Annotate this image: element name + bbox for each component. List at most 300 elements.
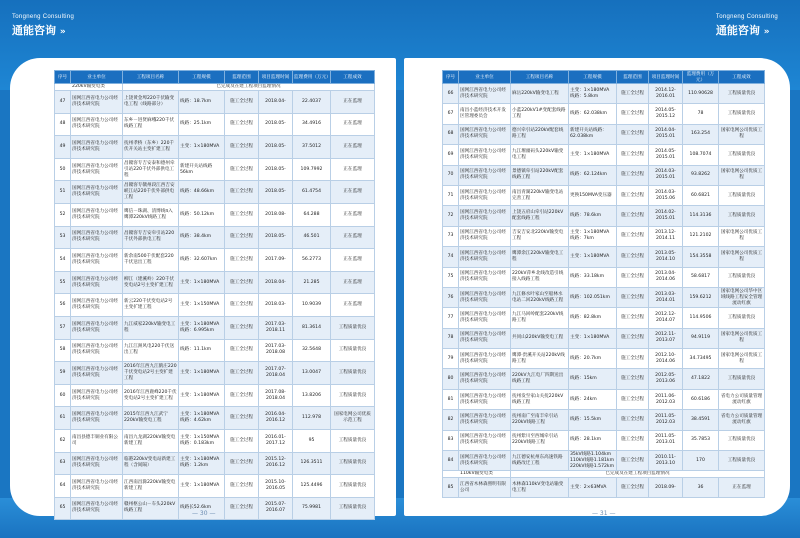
project-result-cell: 正在监理 (331, 226, 375, 249)
supervision-period-cell: 2012.05-2013.06 (649, 369, 683, 389)
table-row (443, 451, 765, 471)
supervision-period-cell: 2014.05-2015.12 (649, 104, 683, 124)
project-scale-cell: 线路：25.1km (179, 113, 225, 136)
supervision-fee-cell: 114.9506 (683, 308, 719, 328)
header-cell: 业主单位 (459, 71, 511, 84)
row-number-cell: 55 (55, 271, 71, 294)
table-row (55, 384, 375, 407)
supervision-scope-cell: 施工全过程 (225, 113, 259, 136)
project-result-cell: 正在监理 (331, 136, 375, 159)
supervision-period-cell: 2017.07-2018.04 (259, 362, 293, 385)
project-name-cell: 九江马回岭配套220kV线路工程 (511, 308, 569, 328)
project-scale-cell: 主变：1×180MVA 线路：1.2km (179, 452, 225, 475)
supervision-period-cell: 2012.12-2014.07 (649, 308, 683, 328)
supervision-fee-cell: 81.3614 (293, 316, 331, 339)
row-number-cell: 80 (443, 369, 459, 389)
row-number-cell: 82 (443, 410, 459, 430)
row-number-cell: 75 (443, 267, 459, 287)
brand-chinese-text: 通能咨询 (12, 24, 56, 37)
brand-english-name: Tongneng Consulting (715, 14, 778, 20)
project-name-cell: 麻岳220kV输变电工程 (511, 84, 569, 104)
supervision-scope-cell: 施工全过程 (617, 451, 649, 471)
supervision-period-cell: 2018.05- (259, 158, 293, 181)
row-number-cell: 70 (443, 165, 459, 185)
supervision-period-cell: 2014.04-2015.01 (649, 124, 683, 144)
project-name-cell: 2016年江西鹿峰220千伏变电站2号主变扩建工程 (123, 384, 179, 407)
project-result-cell: 工程质量优良 (331, 452, 375, 475)
supervision-period-cell: 2015.10-2016.05 (259, 475, 293, 498)
project-name-cell: 昌赣客专赣州段江西吉安峡江站220千伏外部供电工程 (123, 181, 179, 204)
owner-unit-cell: 国网江西省电力公司经济技术研究院 (459, 185, 511, 205)
supervision-fee-cell: 34.73495 (683, 349, 719, 369)
table-row (443, 226, 765, 246)
owner-unit-cell: 国网江西省电力公司经济技术研究院 (71, 384, 123, 407)
supervision-scope-cell: 施工全过程 (225, 452, 259, 475)
supervision-fee-cell: 10.9039 (293, 294, 331, 317)
project-scale-cell: 线路长52.6km (179, 497, 225, 520)
header-cell: 监理范围 (617, 71, 649, 84)
project-name-cell: 柳江（建溪岭）220千伏变电站2号主变扩建工程 (123, 271, 179, 294)
row-number-cell: 66 (443, 84, 459, 104)
owner-unit-cell: 国网江西省电力公司经济技术研究院 (459, 308, 511, 328)
row-number-cell: 60 (55, 384, 71, 407)
header-cell: 项目监理时间 (649, 71, 683, 84)
owner-unit-cell: 国网江西省电力公司经济技术研究院 (459, 267, 511, 287)
owner-unit-cell: 国网江西省电力公司经济技术研究院 (71, 249, 123, 272)
row-number-cell: 79 (443, 349, 459, 369)
supervision-fee-cell: 94.9119 (683, 328, 719, 348)
row-number-cell: 65 (55, 497, 71, 520)
project-result-cell: 正在监理 (331, 203, 375, 226)
supervision-period-cell: 2013.05-2014.10 (649, 247, 683, 267)
row-number-cell: 48 (55, 113, 71, 136)
supervision-period-cell: 2011.06-2012.03 (649, 389, 683, 409)
table-row (443, 430, 765, 450)
owner-unit-cell: 国网江西省电力公司经济技术研究院 (71, 158, 123, 181)
supervision-period-cell: 2018.05- (259, 136, 293, 159)
row-number-cell: 76 (443, 287, 459, 307)
row-number-cell: 83 (443, 430, 459, 450)
project-name-cell: 抚州孝桥（东乡）220千伏开关站主变扩建工程 (123, 136, 179, 159)
supervision-scope-cell: 施工全过程 (225, 407, 259, 430)
supervision-fee-cell: 126.3511 (293, 452, 331, 475)
project-scale-cell: 线路：78.6km (569, 206, 617, 226)
project-result-cell: 国家电网公司优质工程 (719, 247, 765, 267)
table-row (55, 362, 375, 385)
project-scale-cell: 主变：1×180MVA (179, 384, 225, 407)
owner-unit-cell: 国网江西省电力公司经济技术研究院 (71, 181, 123, 204)
owner-unit-cell: 国网江西省电力公司经济技术研究院 (459, 247, 511, 267)
section-title: 220kV输变电类 (55, 84, 123, 91)
table-row (443, 84, 765, 104)
project-result-cell: 正在监理 (331, 91, 375, 114)
row-number-cell: 56 (55, 294, 71, 317)
project-name-cell: 九江德安杭州东高速铁路线路改迁工程 (511, 451, 569, 471)
owner-unit-cell: 南昌小蓝经济技术开发区管理委员会 (459, 104, 511, 124)
owner-unit-cell: 南昌县德丰铜业有限公司 (71, 429, 123, 452)
row-number-cell: 63 (55, 452, 71, 475)
supervision-period-cell: 2011.05-2013.01 (649, 430, 683, 450)
table-row (55, 158, 375, 181)
supervision-fee-cell: 13.8206 (293, 384, 331, 407)
supervision-period-cell: 2012.11-2013.07 (649, 328, 683, 348)
owner-unit-cell: 国网江西省电力公司经济技术研究院 (459, 145, 511, 165)
owner-unit-cell: 国网江西省电力公司经济技术研究院 (71, 339, 123, 362)
owner-unit-cell: 国网江西省电力公司经济技术研究院 (71, 475, 123, 498)
right-page (400, 0, 800, 520)
header-cell: 监理费用（万元） (293, 71, 331, 84)
brand-english-name: Tongneng Consulting (12, 14, 75, 20)
project-name-cell: 新云220千伏变电站2号主变扩建工程 (123, 294, 179, 317)
supervision-scope-cell: 施工全过程 (617, 267, 649, 287)
supervision-period-cell: 2017.03-2018.11 (259, 316, 293, 339)
table-row (443, 104, 765, 124)
double-chevron-icon: » (763, 27, 770, 37)
double-chevron-icon: » (59, 27, 66, 37)
project-result-cell: 国家电网公司华中区域线路工程安全管理流动红旗 (719, 287, 765, 307)
table-row (443, 349, 765, 369)
supervision-fee-cell: 112.978 (293, 407, 331, 430)
supervision-scope-cell: 施工全过程 (225, 91, 259, 114)
row-number-cell: 77 (443, 308, 459, 328)
project-name-cell: 共同山220kV输变电工程 (511, 328, 569, 348)
project-result-cell: 省电力公司质量管理流动红旗 (719, 389, 765, 409)
supervision-period-cell: 2015.12-2016.12 (259, 452, 293, 475)
row-number-cell: 53 (55, 226, 71, 249)
owner-unit-cell: 国网江西省电力公司经济技术研究院 (459, 451, 511, 471)
row-number-cell: 47 (55, 91, 71, 114)
supervision-fee-cell: 125.4496 (293, 475, 331, 498)
supervision-fee-cell: 13.0047 (293, 362, 331, 385)
owner-unit-cell: 国网江西省电力公司经济技术研究院 (71, 136, 123, 159)
project-name-cell: 2015年江西九江武宁220kV输变电工程 (123, 407, 179, 430)
project-scale-cell: 更换150MVA变压器 (569, 185, 617, 205)
supervision-fee-cell: 58.6817 (683, 267, 719, 287)
header-cell: 工程项目名称 (123, 71, 179, 84)
supervision-scope-cell: 施工全过程 (617, 369, 649, 389)
project-scale-cell: 线路：50.12km (179, 203, 225, 226)
owner-unit-cell: 国网江西省电力公司经济技术研究院 (459, 328, 511, 348)
table-row (55, 181, 375, 204)
supervision-scope-cell: 施工全过程 (225, 181, 259, 204)
supervision-period-cell: 2018.05- (259, 181, 293, 204)
left-brand (12, 14, 74, 38)
table-row (443, 328, 765, 348)
row-number-cell: 62 (55, 429, 71, 452)
owner-unit-cell: 国网江西省电力公司经济技术研究院 (71, 203, 123, 226)
project-scale-cell: 线路：15.5km (569, 410, 617, 430)
project-result-cell: 正在监理 (331, 113, 375, 136)
project-result-cell: 正在监理 (331, 249, 375, 272)
table-row (443, 206, 765, 226)
supervision-scope-cell: 施工全过程 (617, 389, 649, 409)
row-number-cell: 51 (55, 181, 71, 204)
table-row (55, 294, 375, 317)
supervision-scope-cell: 施工全过程 (225, 362, 259, 385)
owner-unit-cell: 国网江西省电力公司经济技术研究院 (71, 271, 123, 294)
project-result-cell: 工程质量优良 (331, 429, 375, 452)
supervision-fee-cell: 95 (293, 429, 331, 452)
owner-unit-cell: 国网江西省电力公司经济技术研究院 (71, 113, 123, 136)
supervision-scope-cell: 施工全过程 (225, 429, 259, 452)
supervision-period-cell: 2018.09- (649, 478, 683, 498)
supervision-period-cell: 2010.11-2013.10 (649, 451, 683, 471)
table-row (443, 389, 765, 409)
project-result-cell: 工程质量优良 (719, 84, 765, 104)
supervision-fee-cell: 60.6186 (683, 389, 719, 409)
supervision-period-cell: 2015.07-2016.07 (259, 497, 293, 520)
project-result-cell: 工程质量优良 (331, 362, 375, 385)
supervision-fee-cell: 109.7992 (293, 158, 331, 181)
project-scale-cell: 主变：1×150MVA (179, 294, 225, 317)
owner-unit-cell: 国网江西省电力公司经济技术研究院 (459, 430, 511, 450)
project-scale-cell: 主变：1×180MVA (569, 145, 617, 165)
project-result-cell: 国家电网公司优质工程 (719, 328, 765, 348)
project-result-cell: 工程质量优良 (331, 339, 375, 362)
supervision-scope-cell: 施工全过程 (617, 226, 649, 246)
supervision-fee-cell: 121.2102 (683, 226, 719, 246)
table-row (55, 429, 375, 452)
supervision-scope-cell: 施工全过程 (617, 145, 649, 165)
supervision-scope-cell: 施工全过程 (225, 316, 259, 339)
row-number-cell: 52 (55, 203, 71, 226)
table-row (55, 113, 375, 136)
supervision-scope-cell: 施工全过程 (617, 84, 649, 104)
row-number-cell: 58 (55, 339, 71, 362)
supervision-scope-cell: 施工全过程 (617, 328, 649, 348)
supervision-fee-cell: 21.285 (293, 271, 331, 294)
project-scale-cell: 新建开关站线路：62.038km (569, 124, 617, 144)
supervision-fee-cell: 36 (683, 478, 719, 498)
supervision-scope-cell: 施工全过程 (617, 104, 649, 124)
supervision-period-cell: 2018.04- (259, 271, 293, 294)
supervision-fee-cell: 61.4754 (293, 181, 331, 204)
table-header-row (55, 71, 375, 84)
row-number-cell: 78 (443, 328, 459, 348)
supervision-scope-cell: 施工全过程 (225, 226, 259, 249)
table-row (55, 339, 375, 362)
project-name-cell: 东乡－进贤麻峨220千伏线路工程 (123, 113, 179, 136)
supervision-period-cell: 2017.08-2018.04 (259, 384, 293, 407)
project-name-cell: 抚州南广至南丰牵引站220kV线路工程 (511, 410, 569, 430)
project-result-cell: 工程质量优良 (331, 316, 375, 339)
supervision-period-cell: 2011.05-2012.03 (649, 410, 683, 430)
project-name-cell: 南昌九龙湖220kV输变电新建工程 (123, 429, 179, 452)
project-scale-cell: 主变：1×180MVA (179, 362, 225, 385)
project-scale-cell: 主变：1×180MVA (569, 328, 617, 348)
project-result-cell: 国家电网公司优质示范工程 (331, 407, 375, 430)
supervision-period-cell: 2014.03-2015.01 (649, 165, 683, 185)
table-row (443, 165, 765, 185)
section-row (55, 84, 375, 91)
project-scale-cell: 线路：33.18km (569, 267, 617, 287)
header-cell: 工程项目名称 (511, 71, 569, 84)
project-scale-cell: 线路：11.1km (179, 339, 225, 362)
supervision-fee-cell: 64.288 (293, 203, 331, 226)
supervision-period-cell: 2018.04- (259, 91, 293, 114)
row-number-cell: 84 (443, 451, 459, 471)
project-name-cell: 德兴牵引站220kV配套线路工程 (511, 124, 569, 144)
project-name-cell: 木林森110kV变电站输变电工程 (511, 478, 569, 498)
project-scale-cell: 主变：1×180MVA (179, 475, 225, 498)
owner-unit-cell: 国网江西省电力公司经济技术研究院 (71, 497, 123, 520)
table-row (443, 267, 765, 287)
brand-chinese-name (12, 22, 74, 38)
row-number-cell: 50 (55, 158, 71, 181)
owner-unit-cell: 国网江西省电力公司经济技术研究院 (459, 226, 511, 246)
supervision-period-cell: 2014.03-2015.06 (649, 185, 683, 205)
supervision-scope-cell: 施工全过程 (617, 430, 649, 450)
row-number-cell: 68 (443, 124, 459, 144)
supervision-scope-cell: 施工全过程 (225, 271, 259, 294)
project-result-cell: 工程质量优良 (719, 369, 765, 389)
project-result-cell: 正在监理 (331, 271, 375, 294)
project-name-cell: 鹰信－珠湖、清博线π入鹰潭220kV线路工程 (123, 203, 179, 226)
supervision-period-cell: 2012.10-2014.06 (649, 349, 683, 369)
project-result-cell: 工程质量优良 (719, 145, 765, 165)
owner-unit-cell: 国网江西省电力公司经济技术研究院 (71, 316, 123, 339)
supervision-period-cell: 2013.12-2014.11 (649, 226, 683, 246)
project-name-cell: 南昌青湖220kV输变电站完善工程 (511, 185, 569, 205)
supervision-scope-cell: 施工全过程 (617, 287, 649, 307)
supervision-fee-cell: 37.5012 (293, 136, 331, 159)
project-name-cell: 抚州紫川至西城牵引站220kV线路工程 (511, 430, 569, 450)
supervision-scope-cell: 施工全过程 (225, 203, 259, 226)
project-scale-cell: 线路：62.124km (569, 165, 617, 185)
table-row (443, 478, 765, 498)
table-row (443, 247, 765, 267)
supervision-fee-cell: 34.4916 (293, 113, 331, 136)
project-scale-cell: 主变：1×180MVA 线路：6.995km (179, 316, 225, 339)
supervision-period-cell: 2016.04-2016.12 (259, 407, 293, 430)
table-row (55, 249, 375, 272)
header-cell: 工程规模 (569, 71, 617, 84)
row-number-cell: 64 (55, 475, 71, 498)
table-row (443, 124, 765, 144)
supervision-scope-cell: 施工全过程 (225, 294, 259, 317)
brand-chinese-text: 通能咨询 (715, 24, 760, 37)
project-name-cell: 赣州枢公山－车头220kV线路工程 (123, 497, 179, 520)
project-scale-cell: 线路：48.66km (179, 181, 225, 204)
supervision-period-cell: 2013.03-2014.01 (649, 287, 683, 307)
page-number: — 31 — (592, 510, 616, 517)
supervision-fee-cell: 110.90628 (683, 84, 719, 104)
header-cell: 监理范围 (225, 71, 259, 84)
row-number-cell: 67 (443, 104, 459, 124)
project-result-cell: 工程质量优良 (719, 104, 765, 124)
header-cell: 工程成效 (719, 71, 765, 84)
owner-unit-cell: 国网江西省电力公司经济技术研究院 (459, 369, 511, 389)
supervision-scope-cell: 施工全过程 (225, 136, 259, 159)
project-name-cell: 2016年江西九江鹤庄220千伏变电站2号主变扩建工程 (123, 362, 179, 385)
project-result-cell: 工程质量优良 (719, 430, 765, 450)
supervision-scope-cell: 施工全过程 (225, 339, 259, 362)
supervision-fee-cell: 114.3136 (683, 206, 719, 226)
section-note: 已完成及在建工程项目监理情况 (123, 84, 375, 91)
project-scale-cell: 线路：82.8km (569, 308, 617, 328)
row-number-cell: 81 (443, 389, 459, 409)
supervision-period-cell: 2018.05- (259, 113, 293, 136)
section-note: 已完成及在建工程项目监理情况 (511, 471, 765, 478)
supervision-period-cell: 2018.08- (259, 203, 293, 226)
supervision-scope-cell: 施工全过程 (225, 497, 259, 520)
table-row (55, 91, 375, 114)
supervision-fee-cell: 78 (683, 104, 719, 124)
owner-unit-cell: 国网江西省电力公司经济技术研究院 (459, 206, 511, 226)
supervision-fee-cell: 163.254 (683, 124, 719, 144)
owner-unit-cell: 国网江西省电力公司经济技术研究院 (459, 165, 511, 185)
header-cell: 业主单位 (71, 71, 123, 84)
table-row (443, 369, 765, 389)
row-number-cell: 71 (443, 185, 459, 205)
owner-unit-cell: 国网江西省电力公司经济技术研究院 (459, 287, 511, 307)
project-name-cell: 小蓝220kV1#变配套线路工程 (511, 104, 569, 124)
left-project-table (54, 70, 375, 520)
owner-unit-cell: 国网江西省电力公司经济技术研究院 (71, 91, 123, 114)
supervision-scope-cell: 施工全过程 (617, 185, 649, 205)
supervision-scope-cell: 施工全过程 (225, 384, 259, 407)
supervision-period-cell: 2014.12-2016.01 (649, 84, 683, 104)
project-name-cell: 九江修水叶家山至船林水电站二回220kV线路工程 (511, 287, 569, 307)
supervision-fee-cell: 22.4037 (293, 91, 331, 114)
project-result-cell: 国家电网公司优质工程 (719, 165, 765, 185)
project-name-cell: 九江江洲风电220千伏送出工程 (123, 339, 179, 362)
project-result-cell: 国家电网公司优质工程 (719, 349, 765, 369)
row-number-cell: 54 (55, 249, 71, 272)
project-name-cell: 昌赣客专吉安泰和德州牵引站220千伏外部供电工程 (123, 158, 179, 181)
project-result-cell: 正在监理 (331, 294, 375, 317)
project-scale-cell: 主变：1×180MVA 线路：7km (569, 226, 617, 246)
row-number-cell: 69 (443, 145, 459, 165)
supervision-period-cell: 2018.05- (259, 226, 293, 249)
page-number: — 30 — (192, 510, 216, 517)
table-row (55, 452, 375, 475)
owner-unit-cell: 国网江西省电力公司经济技术研究院 (459, 124, 511, 144)
project-scale-cell: 线路：20.7km (569, 349, 617, 369)
supervision-scope-cell: 施工全过程 (225, 249, 259, 272)
project-name-cell: 上饶黄金埠220千伏输变电工程（线路部分） (123, 91, 179, 114)
header-cell: 工程成效 (331, 71, 375, 84)
supervision-scope-cell: 施工全过程 (617, 349, 649, 369)
supervision-fee-cell: 60.6821 (683, 185, 719, 205)
supervision-fee-cell: 154.3558 (683, 247, 719, 267)
project-scale-cell: 主变：1×180MVA 线路：5.8km (569, 84, 617, 104)
table-row (55, 475, 375, 498)
project-result-cell: 工程质量优良 (719, 185, 765, 205)
table-header-row (443, 71, 765, 84)
project-name-cell: 220kV萍乡北线改造引线接入线路工程 (511, 267, 569, 287)
project-scale-cell: 主变：1×180MVA (569, 247, 617, 267)
table-row (443, 287, 765, 307)
header-cell: 工程规模 (179, 71, 225, 84)
project-name-cell: 江西南昌滁220kV输变电新建工程 (123, 475, 179, 498)
supervision-period-cell: 2014.05-2015.01 (649, 145, 683, 165)
supervision-period-cell: 2014.02-2015.01 (649, 206, 683, 226)
project-name-cell: 临港220kV变电站新建工程（含间隔） (123, 452, 179, 475)
supervision-period-cell: 2017.03-2018.08 (259, 339, 293, 362)
project-scale-cell: 线路：18.7km (179, 91, 225, 114)
supervision-fee-cell: 46.501 (293, 226, 331, 249)
project-name-cell: 新余南500千伏配套220千伏送出工程 (123, 249, 179, 272)
owner-unit-cell: 国网江西省电力公司经济技术研究院 (459, 389, 511, 409)
project-name-cell: 220kV九江电厂四期送出线路工程 (511, 369, 569, 389)
owner-unit-cell: 江西省木林森照明有限公司 (459, 478, 511, 498)
row-number-cell: 61 (55, 407, 71, 430)
project-scale-cell: 线路：28.1km (569, 430, 617, 450)
project-scale-cell: 线路：24km (569, 389, 617, 409)
table-row (55, 226, 375, 249)
project-name-cell: 九江威家220kV输变电工程 (123, 316, 179, 339)
